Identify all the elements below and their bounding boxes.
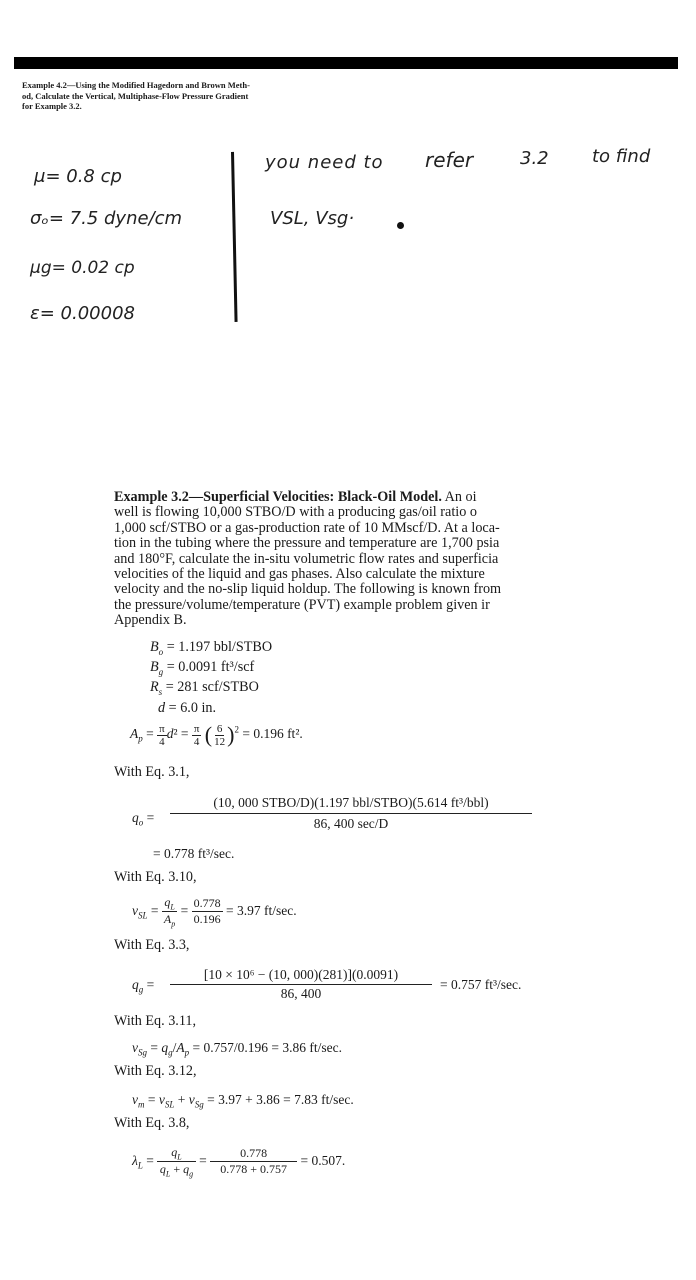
hand-note-to-find: to find	[592, 146, 651, 167]
vm-result: = 3.97 + 3.86 = 7.83 ft/sec.	[207, 1092, 354, 1107]
hand-note-you-need: you need to	[265, 152, 384, 173]
heading-line-3: for Example 3.2.	[22, 101, 82, 111]
heading-line-1: Example 4.2—Using the Modified Hagedorn and Brown Meth-	[22, 80, 250, 90]
hand-drawn-divider	[231, 152, 238, 322]
top-black-bar	[14, 57, 678, 69]
qo-result: = 0.778 ft³/sec.	[153, 846, 235, 861]
with-eq-3-8: With Eq. 3.8,	[114, 1115, 190, 1131]
hand-mu: μ= 0.8 cp	[34, 166, 122, 187]
with-eq-3-10: With Eq. 3.10,	[114, 869, 197, 885]
heading-line-2: od, Calculate the Vertical, Multiphase-Flow Pressure Gradient	[22, 90, 249, 101]
para-line-6: velocity and the no-slip liquid holdup. The following is known from	[114, 581, 502, 598]
givens-list	[150, 640, 272, 716]
qg-numerator: [10 × 10⁶ − (10, 000)(281)](0.0091)	[170, 967, 432, 985]
ap-result: = 0.196 ft².	[242, 726, 303, 742]
lambda-equation: $\lambda_L$ = $\frac{q_L}{q_L + q_g}$ = $\frac{0.778}{0.778 + 0.757}$ = 0.507.	[132, 1145, 346, 1179]
qo-fraction	[170, 795, 532, 832]
lambda-numerator: 0.778	[210, 1146, 297, 1162]
qg-fraction	[170, 967, 432, 1002]
with-eq-3-12: With Eq. 3.12,	[114, 1063, 197, 1079]
example-4-2-heading	[22, 80, 322, 112]
vm-equation: $v_m = v_{SL} + v_{Sg} = 3.97 + 3.86 = 7.83$ ft/sec.	[132, 1092, 354, 1110]
ap-equation: $A_p$ = $\frac{\pi}{4}$ d² = $\frac{\pi}{4}$ ( $\frac{6}{12}$ )$^2$ = 0.196 ft².	[130, 722, 303, 748]
para-line-7: the pressure/volume/temperature (PVT) example problem given ir	[114, 596, 490, 613]
lambda-denominator: 0.778 + 0.757	[220, 1162, 287, 1177]
given-d: d = 6.0 in.	[158, 699, 217, 716]
example-3-2-paragraph	[114, 490, 674, 629]
hand-note-vsl-vsg: VSL, Vsg·	[270, 208, 355, 229]
hand-note-refer: refer	[425, 148, 474, 172]
vsl-numerator: 0.778	[193, 896, 221, 911]
vsl-denominator: 0.196	[193, 912, 221, 927]
example-3-2-title: Example 3.2—Superficial Velocities: Black-Oil Model.	[114, 489, 442, 505]
with-eq-3-3: With Eq. 3.3,	[114, 937, 190, 953]
hand-note-3-2: 3.2	[520, 148, 549, 169]
qo-denominator: 86, 400 sec/D	[313, 816, 389, 831]
qo-label: $q_o$ =	[132, 810, 155, 828]
vsg-result: = 0.757/0.196 = 3.86 ft/sec.	[192, 1040, 342, 1055]
vsl-equation: $v_{SL}$ = $\frac{q_L}{A_p}$ = $\frac{0.778}{0.196}$ = 3.97 ft/sec.	[132, 895, 297, 929]
para-line-8: Appendix B.	[114, 612, 187, 629]
given-bo: $B_o = 1.197$ bbl/STBO	[150, 639, 273, 657]
qg-result: = 0.757 ft³/sec.	[440, 977, 522, 992]
para-line-3: tion in the tubing where the pressure and temperature are 1,700 psia	[114, 535, 500, 552]
para-line-2: 1,000 scf/STBO or a gas-production rate of 10 MMscf/D. At a loca-	[114, 519, 500, 536]
with-eq-3-1: With Eq. 3.1,	[114, 764, 190, 780]
para-line-0: An oi	[444, 489, 477, 505]
para-line-5: velocities of the liquid and gas phases. Also calculate the mixture	[114, 566, 485, 583]
vsl-result: = 3.97 ft/sec.	[225, 902, 297, 918]
para-line-1: well is flowing 10,000 STBO/D with a producing gas/oil ratio o	[114, 504, 477, 521]
given-rs: $R_s = 281$ scf/STBO	[150, 679, 259, 698]
hand-epsilon: ε= 0.00008	[30, 303, 135, 324]
hand-sigma: σₒ= 7.5 dyne/cm	[30, 208, 183, 229]
qg-denominator: 86, 400	[280, 986, 322, 1001]
given-bg: $B_g = 0.0091$ ft³/scf	[150, 659, 255, 678]
with-eq-3-11: With Eq. 3.11,	[114, 1013, 197, 1029]
lambda-result: = 0.507.	[300, 1152, 346, 1168]
qg-label: $q_g$ =	[132, 977, 155, 995]
hand-mu-g: μg= 0.02 cp	[30, 258, 135, 278]
para-line-4: and 180°F, calculate the in-situ volumetric flow rates and superficia	[114, 550, 499, 567]
qo-numerator: (10, 000 STBO/D)(1.197 bbl/STBO)(5.614 ft³/bbl)	[170, 795, 532, 814]
vsg-equation: $v_{Sg} = q_g/A_p = 0.757/0.196 = 3.86$ ft/sec.	[132, 1040, 342, 1058]
hand-dot	[397, 222, 404, 229]
